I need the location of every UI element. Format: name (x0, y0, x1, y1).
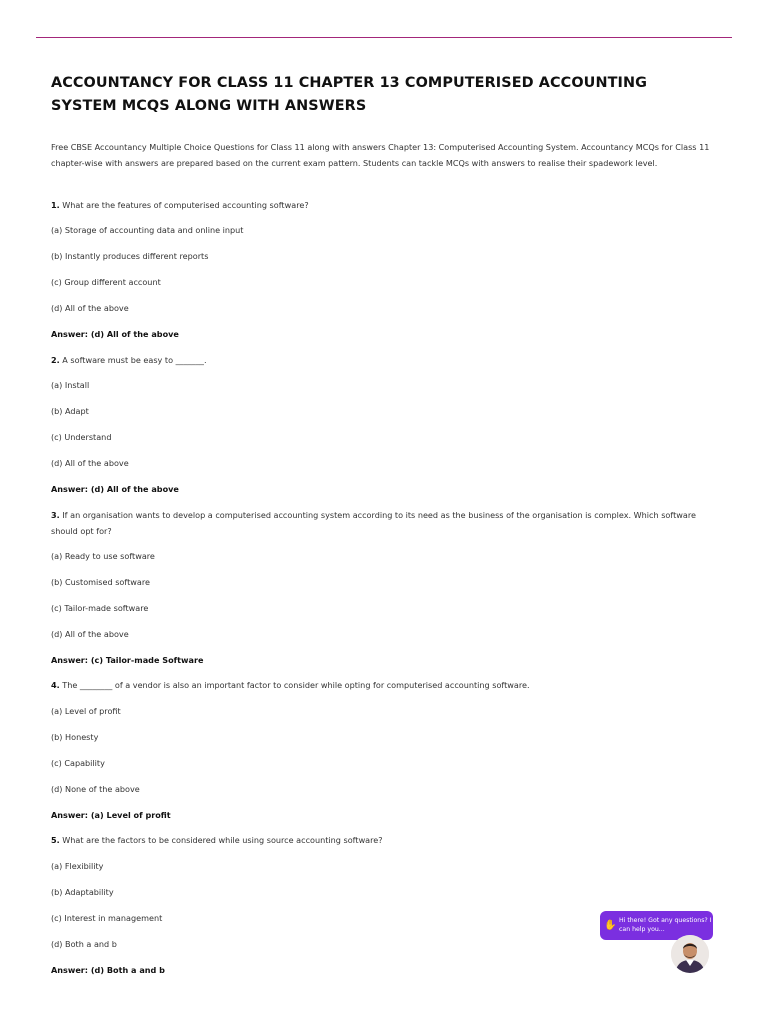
option-1a: (a) Storage of accounting data and online input (51, 225, 244, 235)
question-2 (51, 354, 207, 366)
option-5a: (a) Flexibility (51, 861, 104, 871)
option-4c: (c) Capability (51, 758, 105, 768)
question-text: A software must be easy to _______. (62, 355, 207, 365)
option-2d: (d) All of the above (51, 458, 129, 468)
intro-paragraph: Free CBSE Accountancy Multiple Choice Questions for Class 11 along with answers Chapter 13: Computerised Accounting System. Accountancy MCQs for Class 11 chapter-wise with answers are prepared based on the current exam pattern. Students can tackle MCQs with answers to realise their spadework level. (51, 142, 710, 168)
question-number: 4. (51, 680, 60, 690)
answer-4: Answer: (a) Level of profit (51, 810, 171, 820)
question-text: The ________ of a vendor is also an important factor to consider while opting for computerised accounting software. (62, 680, 530, 690)
option-3a: (a) Ready to use software (51, 551, 155, 561)
question-1 (51, 199, 309, 211)
page-title: ACCOUNTANCY FOR CLASS 11 CHAPTER 13 COMPUTERISED ACCOUNTING SYSTEM MCQS ALONG WITH ANSWERS (51, 75, 648, 114)
answer-5: Answer: (d) Both a and b (51, 965, 165, 975)
option-1c: (c) Group different account (51, 277, 161, 287)
option-3b: (b) Customised software (51, 577, 150, 587)
option-3d: (d) All of the above (51, 629, 129, 639)
option-2b: (b) Adapt (51, 406, 89, 416)
avatar-icon (671, 935, 709, 973)
header-divider (36, 37, 732, 38)
waving-hand-icon: ✋ (604, 920, 617, 931)
answer-1: Answer: (d) All of the above (51, 329, 179, 339)
chat-message: Hi there! Got any questions? I can help you... (619, 917, 712, 933)
option-5d: (d) Both a and b (51, 939, 117, 949)
question-text: What are the features of computerised accounting software? (62, 200, 309, 210)
question-text: If an organisation wants to develop a computerised accounting system according to its need as the business of the organisation is complex. Which software should opt for? (51, 510, 696, 536)
option-1b: (b) Instantly produces different reports (51, 251, 209, 261)
option-4a: (a) Level of profit (51, 706, 121, 716)
option-1d: (d) All of the above (51, 303, 129, 313)
option-4b: (b) Honesty (51, 732, 99, 742)
option-2c: (c) Understand (51, 432, 112, 442)
question-number: 2. (51, 355, 60, 365)
option-5b: (b) Adaptability (51, 887, 114, 897)
question-4 (51, 679, 530, 691)
chat-widget[interactable] (600, 911, 713, 971)
option-3c: (c) Tailor-made software (51, 603, 149, 613)
option-4d: (d) None of the above (51, 784, 140, 794)
question-5 (51, 834, 383, 846)
question-text: What are the factors to be considered while using source accounting software? (62, 835, 383, 845)
question-number: 1. (51, 200, 60, 210)
answer-2: Answer: (d) All of the above (51, 484, 179, 494)
question-number: 3. (51, 510, 60, 520)
option-5c: (c) Interest in management (51, 913, 163, 923)
question-3 (51, 507, 711, 539)
support-agent-avatar[interactable] (671, 935, 709, 973)
answer-3: Answer: (c) Tailor-made Software (51, 655, 204, 665)
option-2a: (a) Install (51, 380, 90, 390)
question-number: 5. (51, 835, 60, 845)
